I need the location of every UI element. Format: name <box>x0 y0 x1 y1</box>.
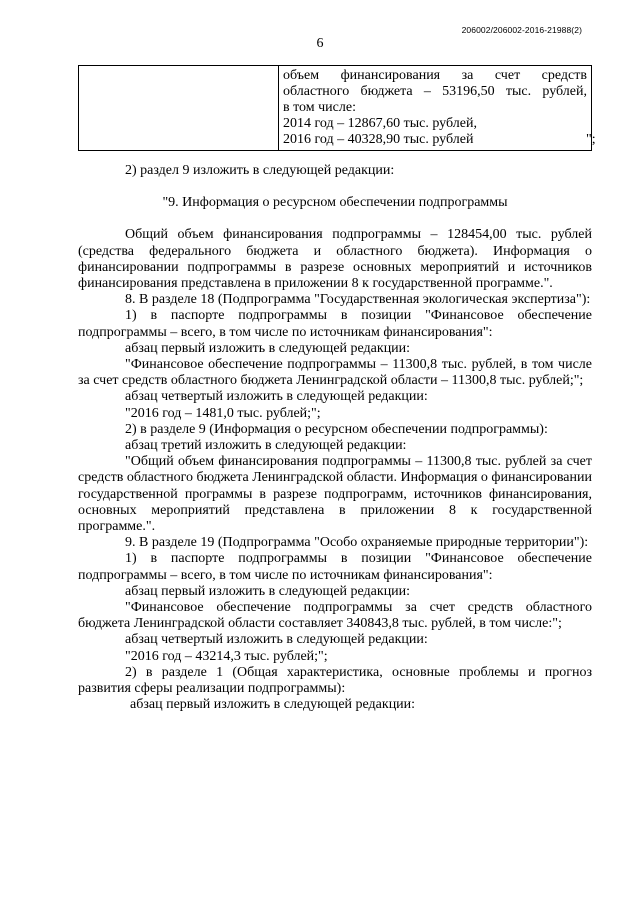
passport-table-fragment <box>78 65 592 151</box>
paragraph: абзац первый изложить в следующей редакции: <box>125 340 411 356</box>
paragraph: 1) в паспорте подпрограммы в позиции "Финансовое обеспечение подпрограммы – всего, в том числе по источникам финансирования": <box>78 308 592 340</box>
paragraph: абзац первый изложить в следующей редакции: <box>130 697 416 713</box>
page-number: 6 <box>316 36 324 51</box>
section-heading: "9. Информация о ресурсном обеспечении подпрограммы <box>162 195 508 211</box>
paragraph: 8. В разделе 18 (Подпрограмма "Государственная экологическая экспертиза"): <box>125 292 591 308</box>
table-line: 2016 год – 40328,90 тыс. рублей <box>283 132 474 147</box>
paragraph: "2016 год – 43214,3 тыс. рублей;"; <box>125 648 328 664</box>
table-line: объем финансирования за счет средств <box>283 68 587 83</box>
paragraph: "Финансовое обеспечение подпрограммы – 11300,8 тыс. рублей, в том числе за счет средств областного бюджета Ленинградской области – 11300,8 тыс. рублей;"; <box>78 357 592 389</box>
paragraph: 2) раздел 9 изложить в следующей редакции: <box>125 163 395 178</box>
paragraph: Общий объем финансирования подпрограммы – 128454,00 тыс. рублей (средства федерального бюджета и областного бюджета). Информация о финансировании подпрограммы в разрезе основных мероприятий и источников финансирования представлена в приложении 8 к государственной программе.". <box>78 227 592 292</box>
paragraph: "Финансовое обеспечение подпрограммы за счет средств областного бюджета Ленинградской области составляет 340843,8 тыс. рублей, в том числе:"; <box>78 600 592 632</box>
paragraph: абзац четвертый изложить в следующей редакции: <box>125 632 428 648</box>
document-id: 206002/206002-2016-21988(2) <box>461 25 582 35</box>
paragraph: 2) в разделе 1 (Общая характеристика, основные проблемы и прогноз развития сферы реализации подпрограммы): <box>78 664 592 697</box>
paragraph: 9. В разделе 19 (Подпрограмма "Особо охраняемые природные территории"): <box>125 535 589 551</box>
table-line: 2014 год – 12867,60 тыс. рублей, <box>283 116 477 131</box>
paragraph: "2016 год – 1481,0 тыс. рублей;"; <box>125 405 321 421</box>
paragraph: "Общий объем финансирования подпрограммы – 11300,8 тыс. рублей за счет средств областного бюджета Ленинградской области. Информация о финансировании государственной программы в разрезе подпрограмм, источников финансирования, основных мероприятий представлена в приложении 8 к государственной программе.". <box>78 454 592 535</box>
table-line: областного бюджета – 53196,50 тыс. рублей, <box>283 84 587 99</box>
paragraph: 1) в паспорте подпрограммы в позиции "Финансовое обеспечение подпрограммы – всего, в том числе по источникам финансирования": <box>78 551 592 583</box>
paragraph: 2) в разделе 9 (Информация о ресурсном обеспечении подпрограммы): <box>125 421 548 437</box>
table-cell-funding <box>279 66 592 151</box>
table-cell-empty <box>79 66 279 151</box>
paragraph: абзац четвертый изложить в следующей редакции: <box>125 389 428 405</box>
paragraph: абзац третий изложить в следующей редакции: <box>125 438 407 454</box>
paragraph: абзац первый изложить в следующей редакции: <box>125 583 411 599</box>
table-line: в том числе: <box>283 100 356 115</box>
document-body <box>78 163 592 714</box>
closing-quote-mark: "; <box>586 132 596 147</box>
table-row <box>79 66 592 151</box>
